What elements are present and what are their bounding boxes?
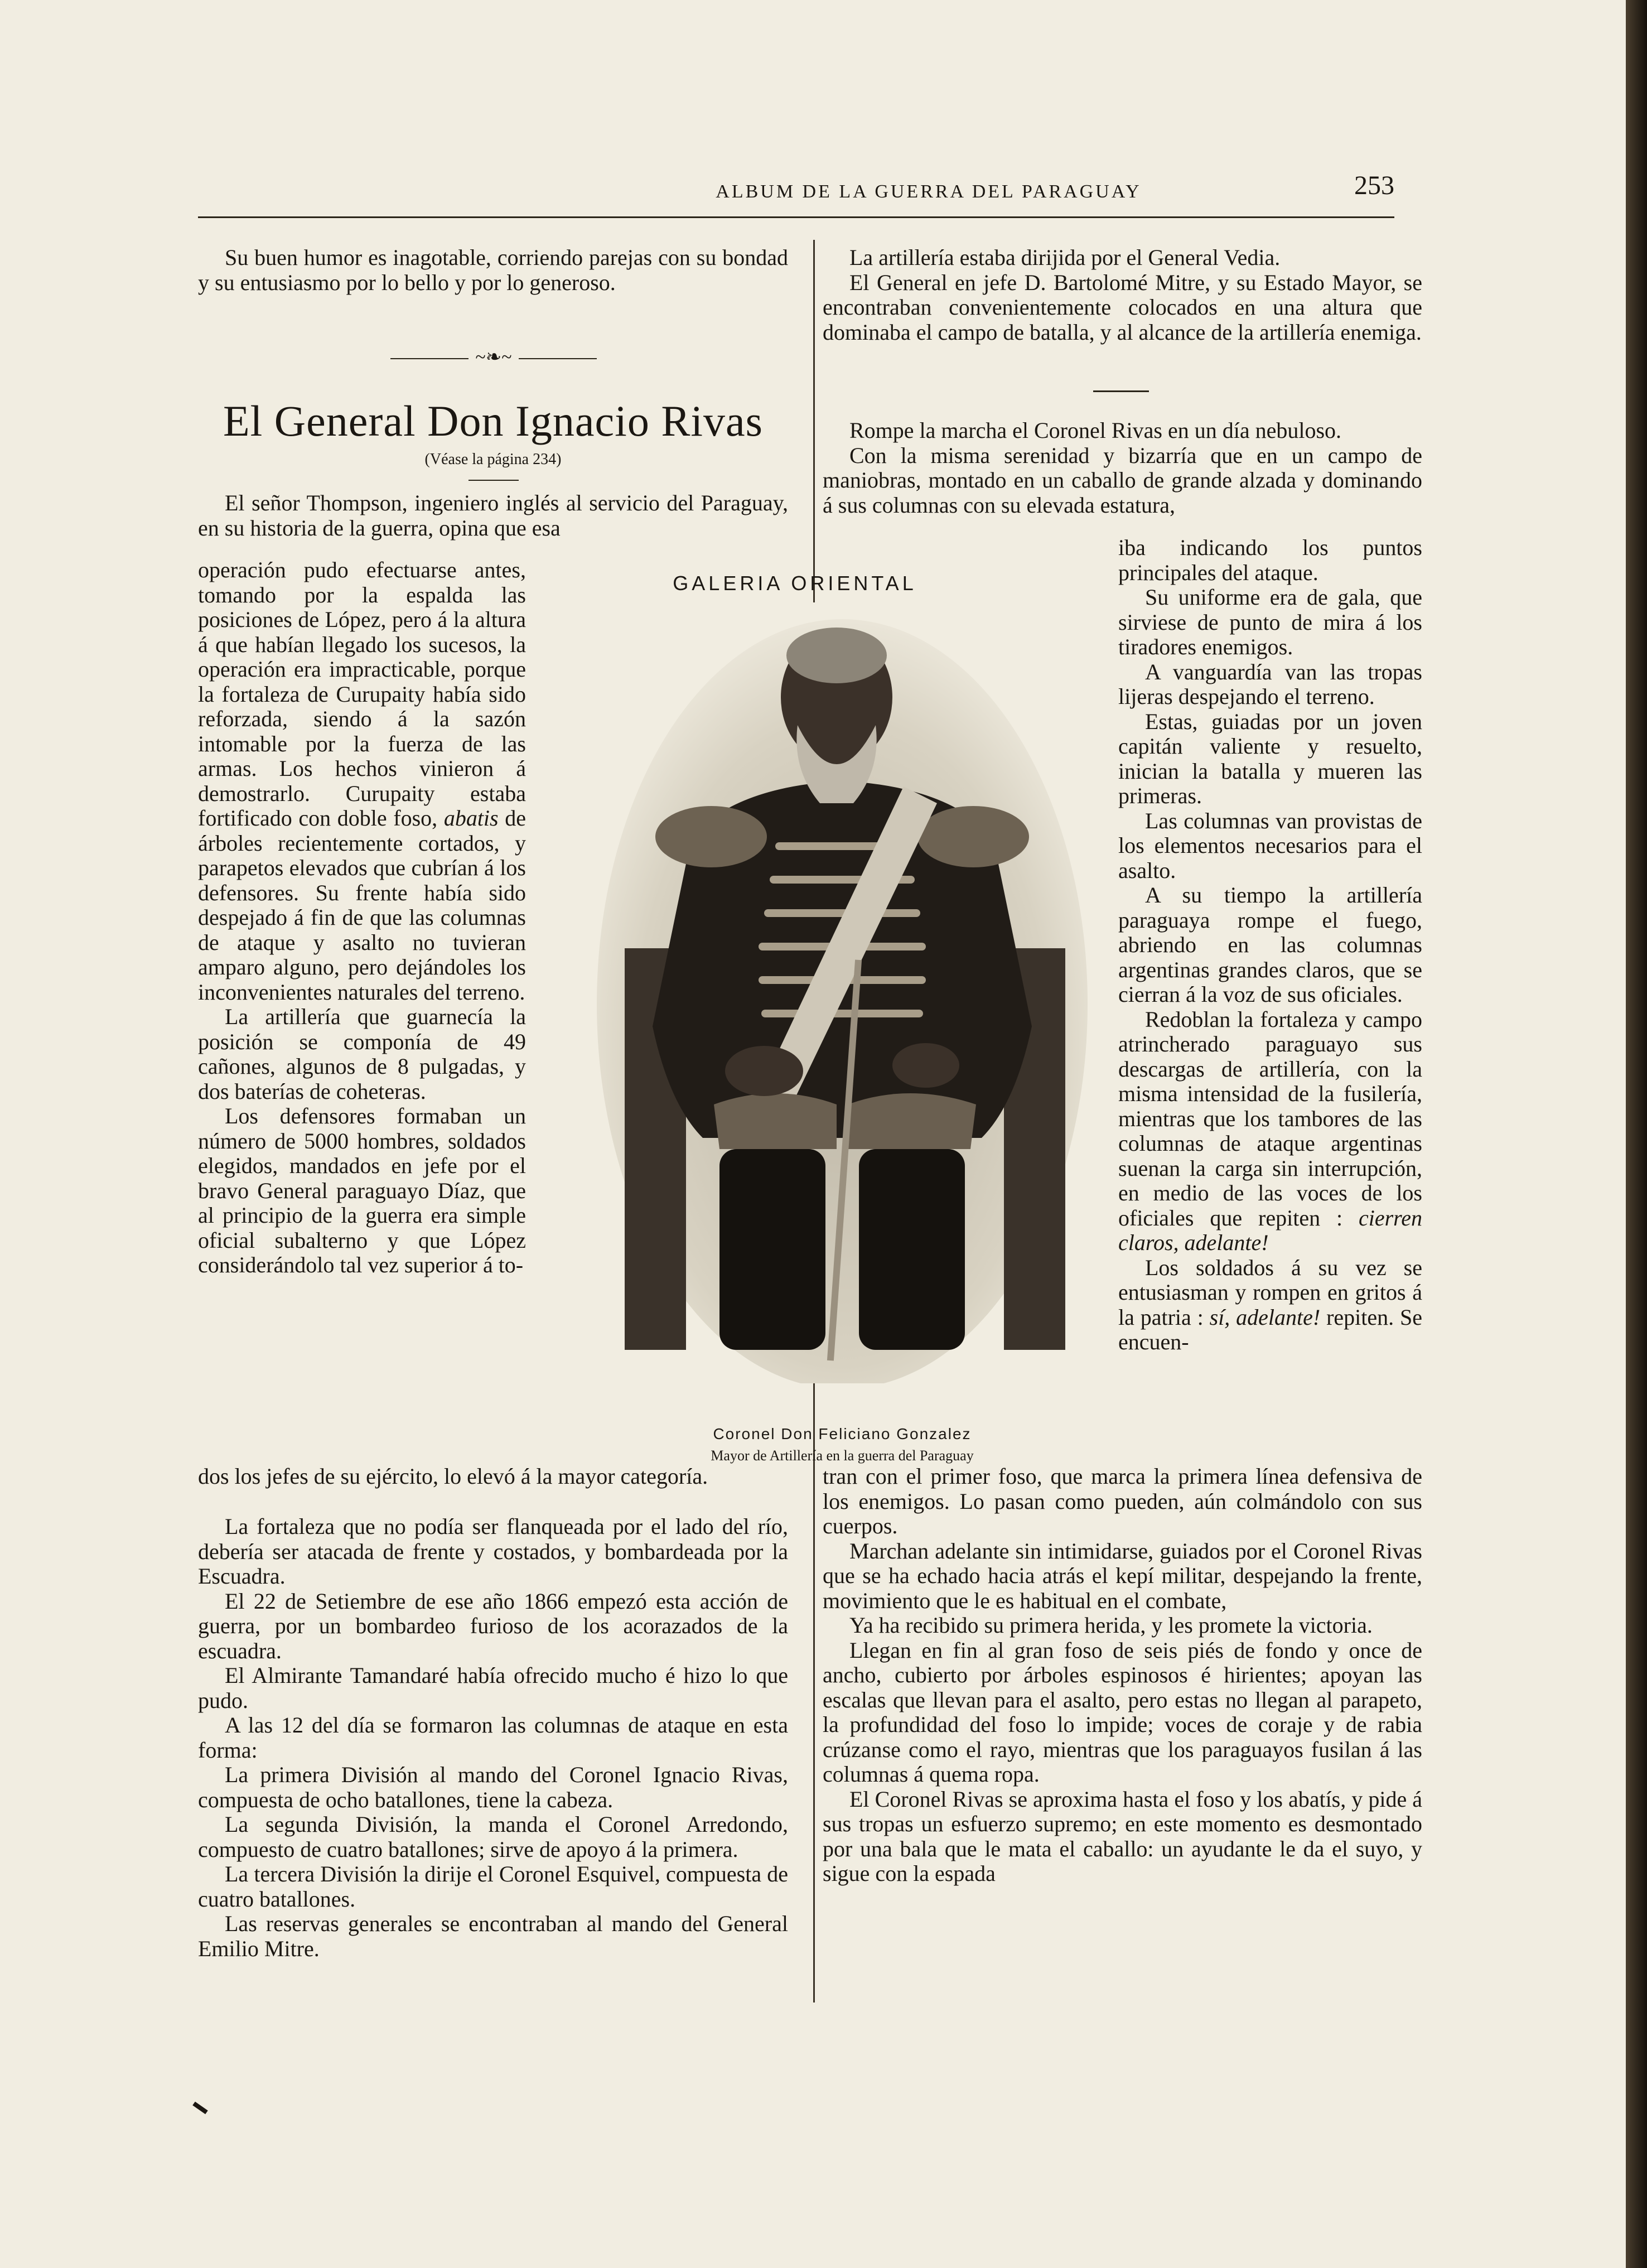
right-column-upper <box>823 418 1422 518</box>
text-span: repiten. Se encuen- <box>1118 1304 1422 1354</box>
photo-caption-name: Coronel Don Feliciano Gonzalez <box>713 1425 972 1442</box>
paragraph <box>198 558 526 1005</box>
paragraph: Su uniforme era de gala, que sirviese de punto de mira á los tiradores enemigos. <box>1118 585 1422 659</box>
ornament-line-right <box>519 358 597 359</box>
page-edge <box>1626 0 1647 2268</box>
italic-quote: cierren claros, adelante! <box>1118 1205 1422 1255</box>
right-column-narrow <box>1118 535 1422 1355</box>
paragraph: Su buen humor es inagotable, corriendo parejas con su bondad y su entusiasmo por lo bello y por lo generoso. <box>198 245 788 295</box>
right-column-top <box>823 245 1422 345</box>
paragraph: La artillería estaba dirijida por el General Vedia. <box>849 245 1281 270</box>
running-title: ALBUM DE LA GUERRA DEL PARAGUAY <box>716 181 1142 202</box>
title-rule <box>468 480 519 481</box>
paragraph: La tercera División la dirije el Coronel Esquivel, compuesta de cuatro batallones. <box>198 1861 788 1912</box>
paragraph: A vanguardía van las tropas lijeras despejando el terreno. <box>1118 659 1422 709</box>
paragraph: A su tiempo la artillería paraguaya rompe el fuego, abriendo en las columnas argentinas grandes claros, que se cierran á la voz de sus oficiales. <box>1118 882 1422 1007</box>
portrait-illustration <box>591 602 1093 1383</box>
paragraph: A las 12 del día se formaron las columnas de ataque en esta forma: <box>198 1712 788 1763</box>
paragraph: tran con el primer foso, que marca la primera línea defensiva de los enemigos. Lo pasan como pueden, aún colmándolo con sus cuerpos. <box>823 1464 1422 1538</box>
italic-quote: sí, adelante! <box>1209 1304 1321 1330</box>
paragraph: La primera División al mando del Coronel Ignacio Rivas, compuesta de ocho batallones, tiene la cabeza. <box>198 1762 788 1812</box>
left-column-continuation <box>198 1464 788 1489</box>
paragraph: El Coronel Rivas se aproxima hasta el foso y los abatís, y pide á sus tropas un esfuerzo supremo; en este momento es desmontado por una bala que le mata el caballo: un ayudante le da el suyo, y sigue con la espada <box>823 1786 1422 1886</box>
paragraph: Los defensores formaban un número de 5000 hombres, soldados elegidos, mandados en jefe por el bravo General paraguayo Díaz, que al principio de la guerra era simple oficial subalterno y que López considerándolo tal vez superior á to- <box>198 1103 526 1277</box>
portrait-photo <box>591 602 1093 1383</box>
page-number: 253 <box>1354 171 1394 200</box>
photo-caption-rank: Mayor de Artillería en la guerra del Paraguay <box>711 1447 974 1464</box>
section-rule <box>1093 390 1149 392</box>
paragraph: La fortaleza que no podía ser flanqueada por el lado del río, debería ser atacada de frente y costados, y bombardeada por la Escuadra. <box>198 1514 788 1589</box>
text-span: de árboles recientemente cortados, y parapetos elevados que cubrían á los defensores. Su frente había sido despejado á fin de que las columnas de ataque y asalto no tuvieran amparo alguno, pero dejándoles los inconvenientes naturales del terreno. <box>198 805 526 1005</box>
text-span: Los soldados á su vez se entusiasman y rompen en gritos á la patria : <box>1118 1254 1422 1330</box>
paragraph: dos los jefes de su ejército, lo elevó á la mayor categoría. <box>198 1464 708 1489</box>
left-column-narrow <box>198 558 526 1278</box>
fleuron-icon: ~❧~ <box>475 347 512 368</box>
paragraph <box>1118 1256 1422 1355</box>
ink-speck <box>192 2102 208 2115</box>
italic-term: abatis <box>443 805 499 831</box>
paragraph <box>1118 1007 1422 1256</box>
left-column-top <box>198 245 788 295</box>
paragraph: Llegan en fin al gran foso de seis piés de fondo y once de ancho, cubierto por árboles espinosos é hirientes; apoyan las escalas que llevan para el asalto, pero estas no llegan al parapeto, la profundidad del foso lo impide; voces de coraje y de rabia crúzanse como el rayo, mientras que los paraguayos fusilan á las columnas á quema ropa. <box>823 1637 1422 1787</box>
paragraph: Marchan adelante sin intimidarse, guiados por el Coronel Rivas que se ha echado hacia atrás el kepí militar, despejando la frente, movimiento que le es habitual en el combate, <box>823 1538 1422 1613</box>
paragraph: La artillería que guarnecía la posición se componía de 49 cañones, algunos de 8 pulgadas, y dos baterías de coheteras. <box>198 1004 526 1104</box>
paragraph: La segunda División, la manda el Coronel Arredondo, compuesto de cuatro batallones; sirve de apoyo á la primera. <box>198 1812 788 1862</box>
paragraph: El 22 de Setiembre de ese año 1866 empezó esta acción de guerra, por un bombardeo furioso de los acorazados de la escuadra. <box>198 1588 788 1663</box>
paragraph: Estas, guiadas por un joven capitán valiente y resuelto, inician la batalla y mueren las primeras. <box>1118 708 1422 808</box>
section-ornament <box>390 347 597 368</box>
page-header <box>198 170 1394 215</box>
paragraph: iba indicando los puntos principales del ataque. <box>1118 535 1422 585</box>
paragraph: Las columnas van provistas de los elementos necesarios para el asalto. <box>1118 808 1422 883</box>
article-title: El General Don Ignacio Rivas <box>223 397 764 445</box>
article-reference: (Véase la página 234) <box>424 451 562 468</box>
paragraph: Las reservas generales se encontraban al mando del General Emilio Mitre. <box>198 1911 788 1961</box>
left-column-intro <box>198 491 788 541</box>
text-span: operación pudo efectuarse antes, tomando por la espalda las posiciones de López, pero á la altura á que habían llegado los sucesos, la operación era impracticable, porque la fortaleza de Curupaity había sido reforzada, siendo á la sazón intomable por la fuerza de las armas. Los hechos vinieron á demostrarlo. Curupaity estaba fortificado con doble foso, <box>198 557 526 831</box>
right-column-bottom <box>823 1464 1422 1886</box>
text-span: Redoblan la fortaleza y campo atrincherado paraguayo sus descargas de artillería, con la misma intensidad de la fusilería, mientras que los tambores de las columnas de ataque argentinas suenan la carga sin interrupción, en medio de las voces de los oficiales que repiten : <box>1118 1006 1422 1230</box>
paragraph: El señor Thompson, ingeniero inglés al servicio del Paraguay, en su historia de la guerra, opina que esa <box>198 490 788 541</box>
left-column-bottom <box>198 1514 788 1961</box>
paragraph: Con la misma serenidad y bizarría que en un campo de maniobras, montado en un caballo de grande alzada y dominando á sus columnas con su elevada estatura, <box>823 442 1422 518</box>
paragraph: Ya ha recibido su primera herida, y les promete la victoria. <box>849 1613 1373 1638</box>
ornament-line-left <box>390 358 468 359</box>
header-rule <box>198 216 1394 218</box>
paragraph: El General en jefe D. Bartolomé Mitre, y su Estado Mayor, se encontraban convenientemente colocados en una altura que dominaba el campo de batalla, y al alcance de la artillería enemiga. <box>823 269 1422 345</box>
paragraph: Rompe la marcha el Coronel Rivas en un día nebuloso. <box>849 418 1342 443</box>
gallery-label: GALERIA ORIENTAL <box>673 572 917 595</box>
paragraph: El Almirante Tamandaré había ofrecido mucho é hizo lo que pudo. <box>198 1663 788 1713</box>
